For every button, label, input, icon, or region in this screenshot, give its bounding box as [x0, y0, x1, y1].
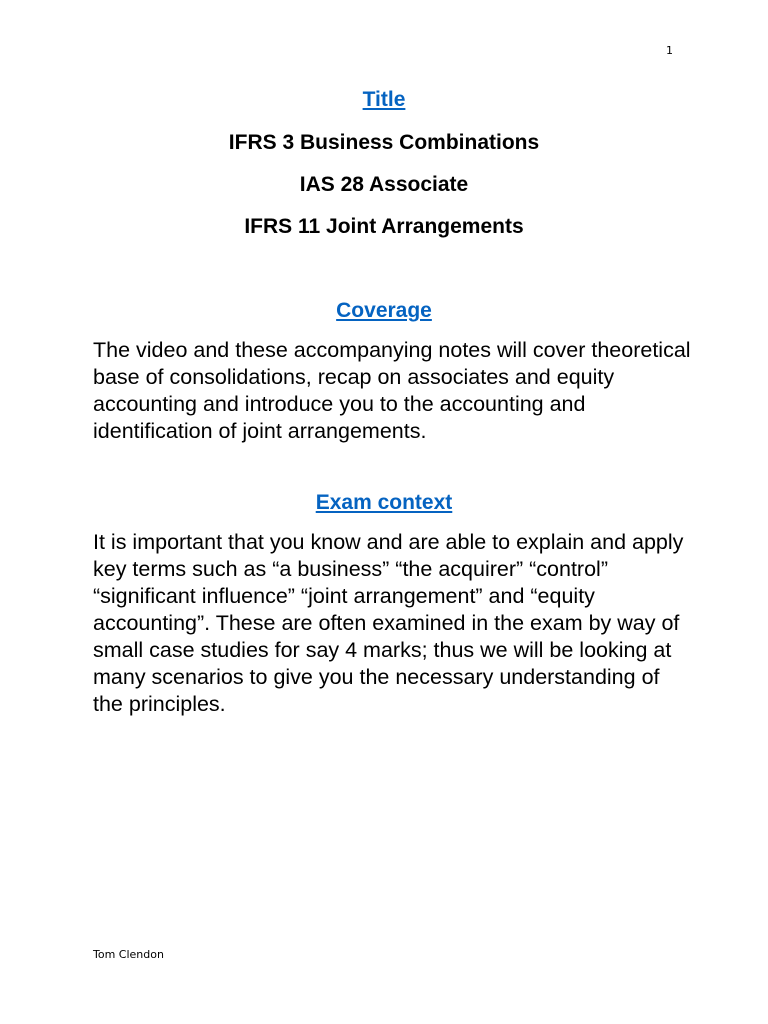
subtitle-ifrs-3: IFRS 3 Business Combinations [228, 131, 540, 154]
coverage-paragraph: The video and these accompanying notes will cover theoretical base of consolidations, recap on associates and equity accounting and introduce you to the accounting and identification of joint arrangements. [93, 338, 691, 443]
footer-author: Tom Clendon [93, 948, 164, 961]
exam-context-paragraph: It is important that you know and are able to explain and apply key terms such as “a business” “the acquirer” “control” “significant influence” “joint arrangement” and “equity accounting”. These are often examined in the exam by way of small case studies for say 4 marks; thus we will be looking at many scenarios to give you the necessary understanding of the principles. [93, 530, 684, 716]
exam-context-heading-link[interactable]: Exam context [315, 491, 453, 514]
subtitle-ifrs-11: IFRS 11 Joint Arrangements [244, 215, 524, 238]
page-number: 1 [666, 44, 673, 57]
subtitle-ias-28: IAS 28 Associate [299, 173, 469, 196]
title-heading-link[interactable]: Title [362, 88, 406, 111]
coverage-heading-link[interactable]: Coverage [336, 299, 432, 322]
